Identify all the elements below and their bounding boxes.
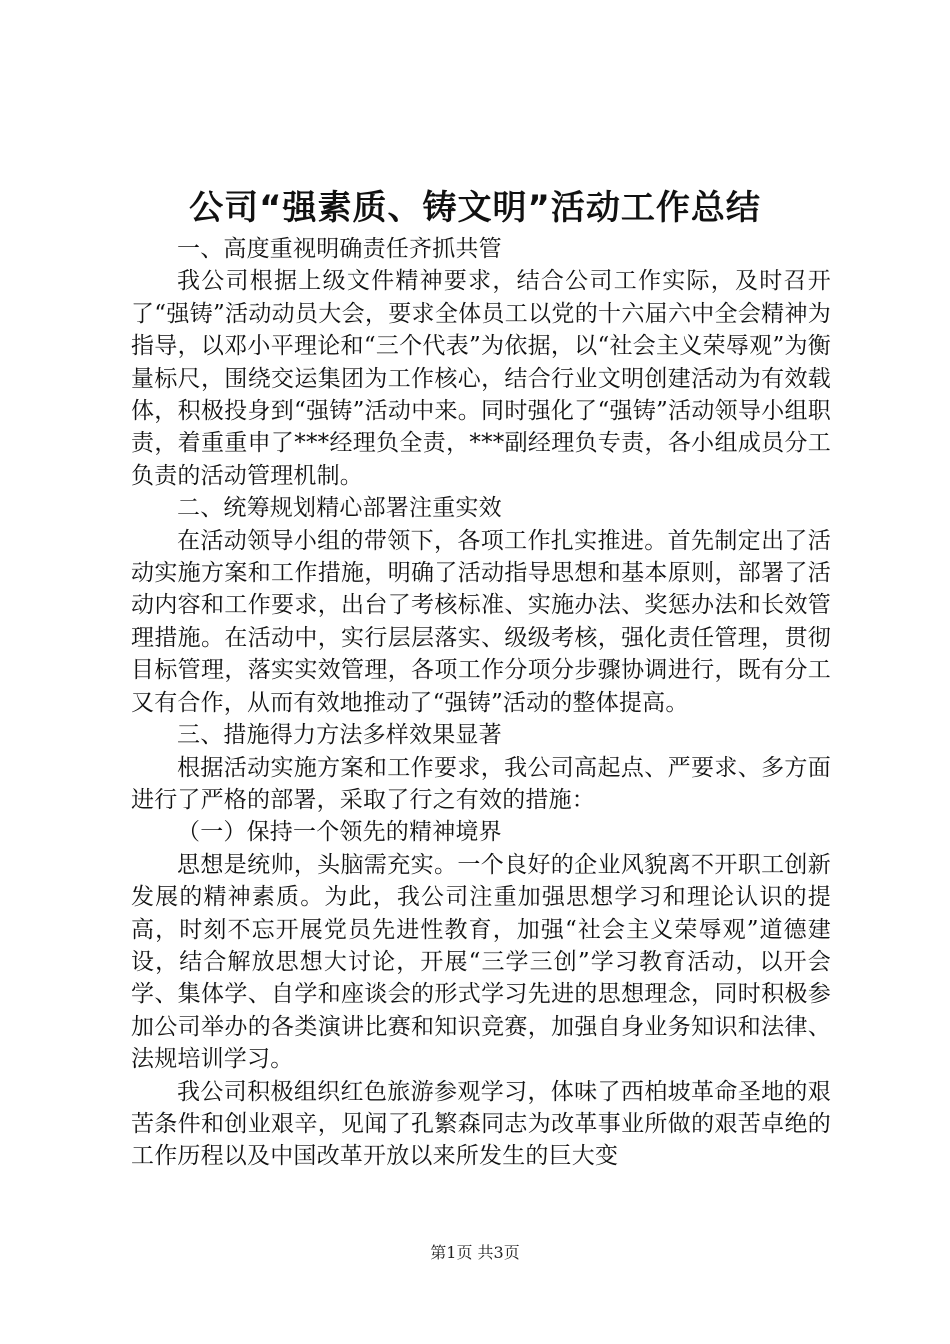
section-heading-2: 二、统筹规划精心部署注重实效 (177, 495, 502, 522)
body-paragraph: 根据活动实施方案和工作要求，我公司高起点、严要求、多方面进行了严格的部署，采取了行之有效的措施： (131, 754, 831, 813)
document-title: 公司“强素质、铸文明”活动工作总结 (189, 188, 761, 228)
document-body (131, 233, 831, 1173)
subsection-heading-1: （一）保持一个领先的精神境界 (177, 819, 502, 846)
page-number-footer: 第1页 共3页 (430, 1243, 520, 1262)
body-paragraph: 在活动领导小组的带领下，各项工作扎实推进。首先制定出了活动实施方案和工作措施，明确了活动指导思想和基本原则，部署了活动内容和工作要求，出台了考核标准、实施办法、奖惩办法和长效管理措施。在活动中，实行层层落实、级级考核，强化责任管理，贯彻目标管理，落实实效管理，各项工作分项分步骤协调进行，既有分工又有合作，从而有效地推动了“强铸”活动的整体提高。 (131, 527, 831, 716)
body-paragraph: 思想是统帅，头脑需充实。一个良好的企业风貌离不开职工创新发展的精神素质。为此，我公司注重加强思想学习和理论认识的提高，时刻不忘开展党员先进性教育，加强“社会主义荣辱观”道德建设，结合解放思想大讨论，开展“三学三创”学习教育活动，以开会学、集体学、自学和座谈会的形式学习先进的思想理念，同时积极参加公司举办的各类演讲比赛和知识竞赛，加强自身业务知识和法律、法规培训学习。 (131, 851, 831, 1073)
section-heading-3: 三、措施得力方法多样效果显著 (177, 722, 502, 749)
body-paragraph: 我公司根据上级文件精神要求，结合公司工作实际，及时召开了“强铸”活动动员大会，要求全体员工以党的十六届六中全会精神为指导，以邓小平理论和“三个代表”为依据，以“社会主义荣辱观”为衡量标尺，围绕交运集团为工作核心，结合行业文明创建活动为有效载体，积极投身到“强铸”活动中来。同时强化了“强铸”活动领导小组职责，着重重申了***经理负全责，***副经理负专责，各小组成员分工负责的活动管理机制。 (131, 268, 831, 489)
section-heading-1: 一、高度重视明确责任齐抓共管 (177, 236, 502, 262)
body-paragraph: 我公司积极组织红色旅游参观学习，体味了西柏坡革命圣地的艰苦条件和创业艰辛，见闻了孔繁森同志为改革事业所做的艰苦卓绝的工作历程以及中国改革开放以来所发生的巨大变 (131, 1078, 831, 1170)
